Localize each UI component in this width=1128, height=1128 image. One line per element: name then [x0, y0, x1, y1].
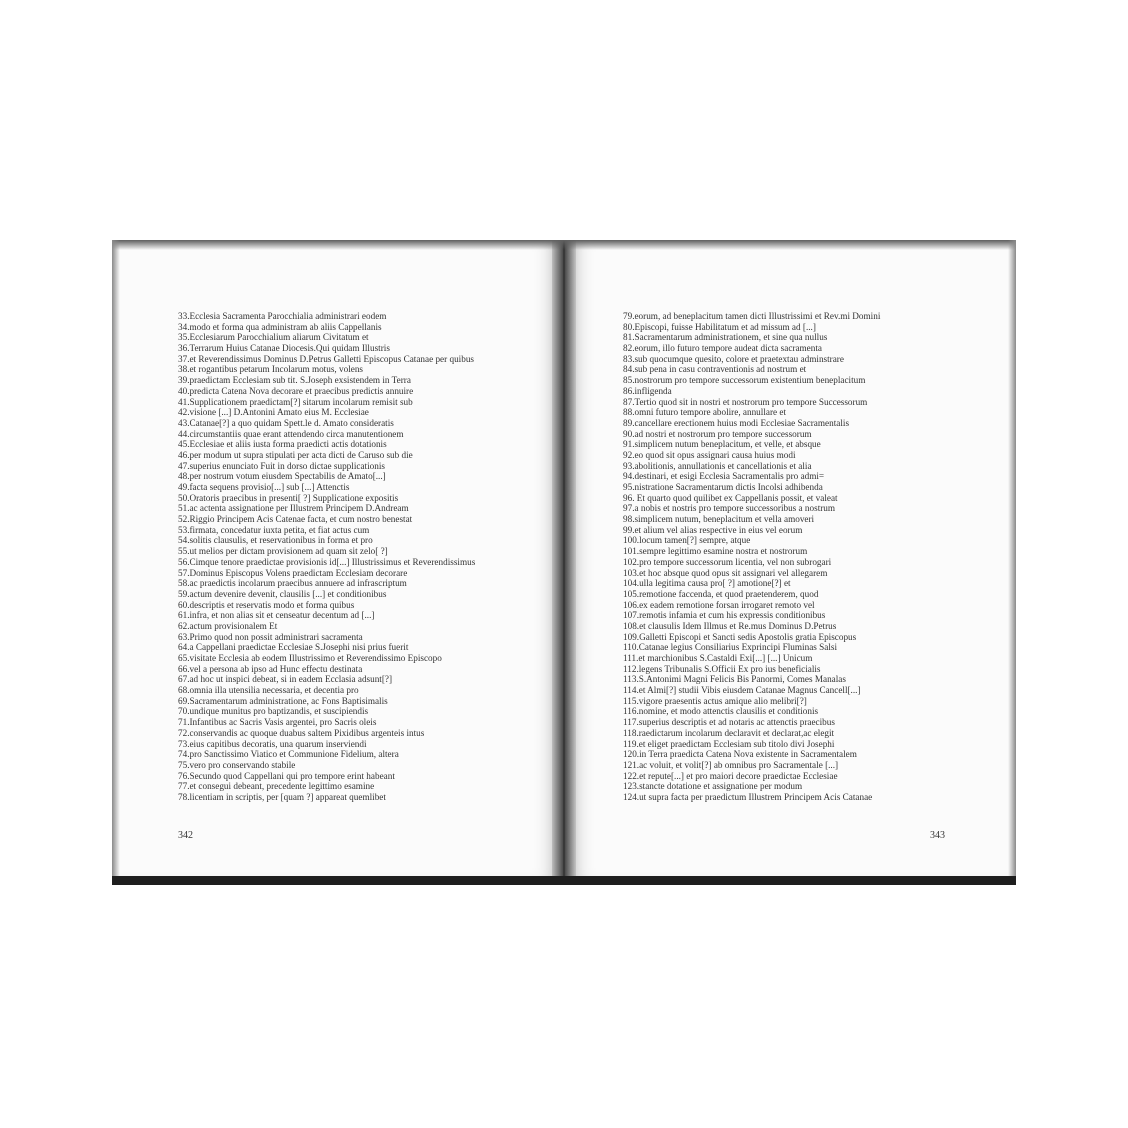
text-line: 77.et consegui debeant, precedente legittimo esamine — [178, 781, 375, 792]
text-line: 51.ac actenta assignatione per Illustrem Principem D.Andream — [178, 503, 409, 514]
text-line: 124.ut supra facta per praedictum Illustrem Principem Acis Catanae — [623, 791, 873, 802]
text-line: 120.in Terra praedicta Catena Nova existente in Sacramentalem — [623, 749, 857, 760]
text-line: 88.omni futuro tempore abolire, annullare et — [623, 407, 787, 418]
text-line: 85.nostrorum pro tempore successorum existentium beneplacitum — [623, 375, 866, 386]
text-line: 80.Episcopi, fuisse Habilitatum et ad missum ad [...] — [623, 321, 816, 332]
text-line: 121.ac voluit, et volit[?] ab omnibus pro Sacramentale [...] — [623, 759, 839, 770]
text-line: 123.stancte dotatione et assignatione per modum — [623, 781, 803, 792]
text-line: 74.pro Sanctissimo Viatico et Communione Fidelium, altera — [178, 749, 399, 760]
text-line: 70.undique munitus pro baptizandis, et suscipiendis — [178, 706, 369, 717]
text-line: 71.Infantibus ac Sacris Vasis argentei, pro Sacris oleis — [178, 717, 377, 728]
text-line: 89.cancellare erectionem huius modi Ecclesiae Sacramentalis — [623, 417, 850, 428]
text-line: 122.et repute[...] et pro maiori decore praedictae Ecclesiae — [623, 770, 838, 781]
text-line: 118.raedictarum incolarum declaravit et declarat,ac elegit — [623, 727, 835, 738]
text-line: 90.ad nostri et nostrorum pro tempore successorum — [623, 428, 812, 439]
text-line: 99.et alium vel alias respective in eius vel eorum — [623, 524, 803, 535]
text-line: 104.ulla legitima causa pro[ ?] amotione[?] et — [623, 578, 791, 589]
text-line: 103.et hoc absque quod opus sit assignari vel allegarem — [623, 567, 828, 578]
text-line: 116.nomine, et modo attenctis clausilis et conditionis — [623, 706, 819, 717]
left-page-number: 342 — [178, 830, 193, 841]
text-line: 91.simplicem nutum beneplacitum, et velle, et absque — [623, 439, 821, 450]
text-line: 61.infra, et non alias sit et censeatur decentum ad [...] — [178, 610, 375, 621]
text-line: 78.licentiam in scriptis, per [quam ?] appareat quemlibet — [178, 791, 386, 802]
text-line: 65.visitate Ecclesia ab eodem Illustrissimo et Reverendissimo Episcopo — [178, 653, 442, 663]
text-line: 86.infligenda — [623, 385, 672, 396]
text-line: 107.remotis infamia et cum his expressis conditionibus — [623, 610, 826, 621]
text-line: 94.destinari, et esigi Ecclesia Sacramentalis pro admi= — [623, 471, 825, 482]
right-page-number: 343 — [930, 830, 945, 841]
text-line: 45.Ecclesiae et aliis iusta forma praedicti actis dotationis — [178, 439, 387, 450]
right-page — [566, 240, 1016, 880]
text-line: 105.remotione faccenda, et quod praetenderem, quod — [623, 588, 819, 599]
text-line: 102.pro tempore successorum licentia, vel non subrogari — [623, 556, 832, 567]
text-line: 42.visione [...] D.Antonini Amato eius M. Ecclesiae — [178, 407, 369, 418]
text-line: 79.eorum, ad beneplacitum tamen dicti Illustrissimi et Rev.mi Domini — [623, 311, 881, 321]
text-line: 62.actum provisionalem Et — [178, 620, 278, 631]
text-line: 75.vero pro conservando stabile — [178, 759, 296, 770]
text-line: 58.ac praedictis incolarum praecibus annuere ad infrascriptum — [178, 578, 407, 589]
text-line: 106.ex eadem remotione forsan irrogaret remoto vel — [623, 599, 815, 610]
text-line: 73.eius capitibus decoratis, una quarum inserviendi — [178, 738, 367, 749]
text-line: 66.vel a persona ab ipso ad Hunc effectu destinata — [178, 663, 363, 674]
text-line: 34.modo et forma qua administram ab aliis Cappellanis — [178, 321, 382, 332]
text-line: 96. Et quarto quod quilibet ex Cappellanis possit, et valeat — [623, 492, 838, 503]
text-line: 47.superius enunciato Fuit in dorso dictae supplicationis — [178, 460, 385, 471]
text-line: 60.descriptis et reservatis modo et forma quibus — [178, 599, 355, 610]
bottom-edge — [112, 876, 1016, 885]
text-line: 100.locum tamen[?] sempre, atque — [623, 535, 751, 546]
top-edge-shadow — [112, 240, 1016, 250]
text-line: 64.a Cappellani praedictae Ecclesiae S.Josephi nisi prius fuerit — [178, 642, 409, 653]
right-page-text — [623, 311, 880, 803]
text-line: 93.abolitionis, annullationis et cancellationis et alia — [623, 460, 812, 471]
open-book — [112, 240, 1016, 885]
text-line: 56.Cimque tenore praedictae provisionis id[...] Illustrissimus et Reverendissimus — [178, 556, 476, 567]
text-line: 87.Tertio quod sit in nostri et nostrorum pro tempore Successorum — [623, 396, 868, 407]
left-edge-shadow — [112, 240, 120, 885]
left-page — [112, 240, 562, 880]
text-line: 95.nistratione Sacramentarum dictis Incolsi adhibenda — [623, 482, 823, 492]
text-line: 67.ad hoc ut inspici debeat, si in eadem Ecclasia adsunt[?] — [178, 674, 393, 685]
text-line: 38.et rogantibus petarum Incolarum motus, volens — [178, 364, 363, 375]
text-line: 83.sub quocumque quesito, colore et praetextau adminstrare — [623, 353, 844, 364]
text-line: 115.vigore praesentis actus amique alio melibri[?] — [623, 695, 807, 706]
text-line: 63.Primo quod non possit administrari sacramenta — [178, 631, 363, 642]
text-line: 82.eorum, illo futuro tempore audeat dicta sacramenta — [623, 343, 822, 354]
text-line: 69.Sacramentarum administratione, ac Fons Baptisimalis — [178, 695, 388, 706]
text-line: 114.et Almi[?] studii Vibis eiusdem Catanae Magnus Cancell[...] — [623, 685, 861, 696]
text-line: 84.sub pena in casu contraventionis ad nostrum et — [623, 364, 807, 375]
text-line: 119.et eliget praedictam Ecclesiam sub titolo divi Josephi — [623, 738, 835, 749]
text-line: 97.a nobis et nostris pro tempore successoribus a nostrum — [623, 503, 836, 514]
text-line: 72.conservandis ac quoque duabus saltem Pixidibus argenteis intus — [178, 727, 425, 738]
text-line: 53.firmata, concedatur iuxta petita, et fiat actus cum — [178, 524, 370, 535]
text-line: 81.Sacramentarum administrationem, et sine qua nullus — [623, 332, 828, 343]
text-line: 39.praedictam Ecclesiam sub tit. S.Joseph exsistendem in Terra — [178, 375, 411, 386]
book-gutter — [552, 240, 576, 885]
text-line: 44.circumstantiis quae erant attendendo circa manutentionem — [178, 428, 404, 439]
text-line: 98.simplicem nutum, beneplacitum et vella amoveri — [623, 514, 815, 525]
text-line: 50.Oratoris praecibus in presenti[ ?] Supplicatione expositis — [178, 492, 399, 503]
text-line: 76.Secundo quod Cappellani qui pro tempore erint habeant — [178, 770, 395, 781]
text-line: 43.Catanae[?] a quo quidam Spett.le d. Amato consideratis — [178, 417, 394, 428]
text-line: 110.Catanae legius Consiliarius Exprincipi Fluminas Salsi — [623, 642, 838, 653]
text-line: 111.et marchionibus S.Castaldi Exi[...] [...] Unicum — [623, 653, 813, 663]
left-page-text — [178, 311, 475, 803]
text-line: 41.Supplicationem praedictam[?] sitarum incolarum remisit sub — [178, 396, 413, 407]
text-line: 48.per nostrum votum eiusdem Spectabilis de Amato[...] — [178, 471, 386, 482]
text-line: 57.Dominus Episcopus Volens praedictam Ecclesiam decorare — [178, 567, 408, 578]
text-line: 113.S.Antonimi Magni Felicis Bis Panormi, Comes Manalas — [623, 674, 846, 685]
text-line: 108.et clausulis Idem Illmus et Re.mus Dominus D.Petrus — [623, 620, 837, 631]
text-line: 54.solitis clausulis, et reservationibus in forma et pro — [178, 535, 373, 546]
text-line: 40.predicta Catena Nova decorare et praecibus predictis annuire — [178, 385, 414, 396]
text-line: 59.actum devenire devenit, clausilis [...] et conditionibus — [178, 588, 387, 599]
text-line: 37.et Reverendissimus Dominus D.Petrus Galletti Episcopus Catanae per quibus — [178, 353, 474, 364]
text-line: 101.sempre legittimo esamine nostra et nostrorum — [623, 546, 808, 557]
text-line: 52.Riggio Principem Acis Catenae facta, et cum nostro benestat — [178, 514, 413, 525]
text-line: 33.Ecclesia Sacramenta Parocchialia administrari eodem — [178, 311, 387, 321]
text-line: 112.legens Tribunalis S.Officii Ex pro ius beneficialis — [623, 663, 821, 674]
text-line: 68.omnia illa utensilia necessaria, et decentia pro — [178, 685, 359, 696]
text-line: 36.Terrarum Huius Catanae Diocesis.Qui quidam Illustris — [178, 343, 390, 354]
text-line: 49.facta sequens provisio[...] sub [...] Attenctis — [178, 482, 350, 492]
text-line: 46.per modum ut supra stipulati per acta dicti de Caruso sub die — [178, 449, 413, 460]
text-line: 55.ut melios per dictam provisionem ad quam sit zelo[ ?] — [178, 546, 388, 557]
text-line: 109.Galletti Episcopi et Sancti sedis Apostolis gratia Episcopus — [623, 631, 857, 642]
right-edge-shadow — [1008, 240, 1016, 885]
text-line: 92.eo quod sit opus assignari causa huius modi — [623, 449, 796, 460]
text-line: 117.superius descriptis et ad notaris ac attenctis praecibus — [623, 717, 835, 728]
text-line: 35.Ecclesiarum Parocchialium aliarum Civitatum et — [178, 332, 369, 343]
